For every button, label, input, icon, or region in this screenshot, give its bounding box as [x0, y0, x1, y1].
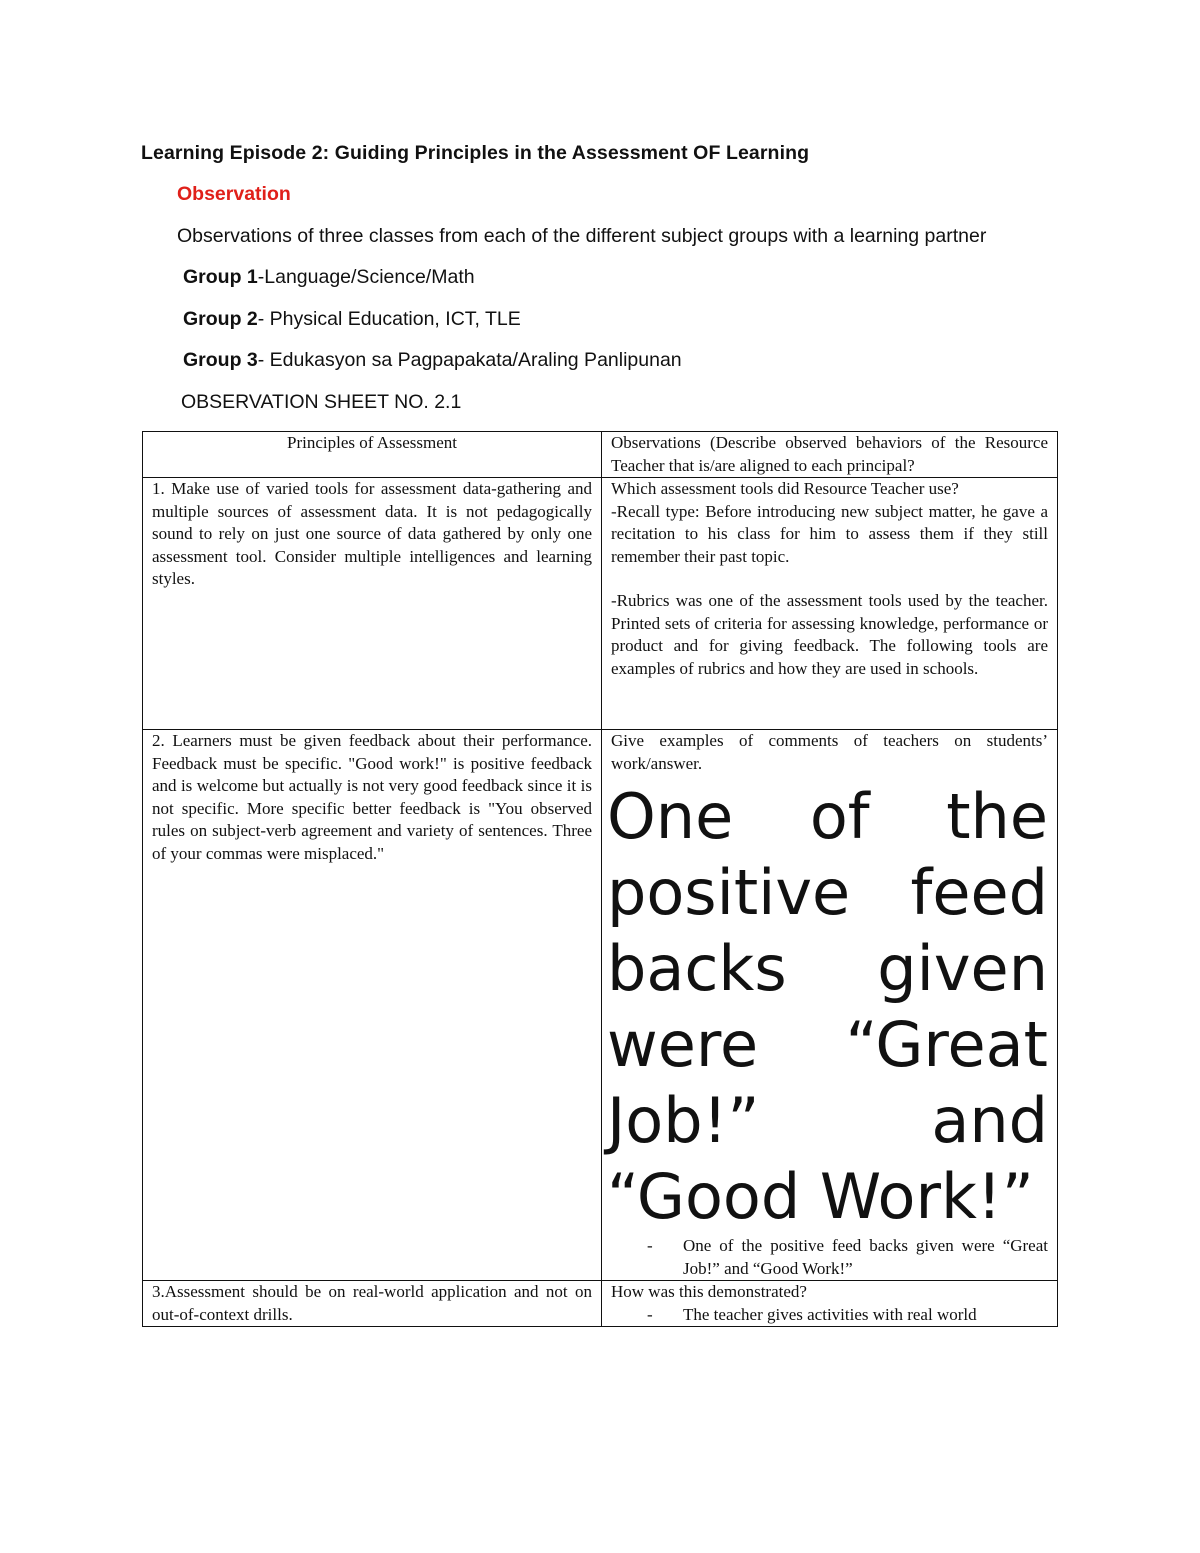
list-item: [611, 1304, 1048, 1327]
dash-bullet: -: [647, 1236, 653, 1255]
group-text: - Edukasyon sa Pagpapakata/Araling Panlipunan: [257, 349, 682, 371]
intro-text: Observations of three classes from each of the different subject groups with a learning partner: [177, 225, 987, 247]
dash-bullet: -: [647, 1304, 653, 1324]
principle-text: 3.Assessment should be on real-world application and not on out-of-context drills.: [152, 1282, 592, 1324]
observation-question: Give examples of comments of teachers on students’ work/answer.: [611, 731, 1048, 773]
observation-question: Which assessment tools did Resource Teacher use?: [611, 479, 959, 498]
observation-sheet-label: OBSERVATION SHEET NO. 2.1: [181, 391, 462, 413]
group-line: [183, 308, 521, 331]
group-line: [183, 349, 682, 372]
page-title: Learning Episode 2: Guiding Principles in the Assessment OF Learning: [141, 142, 810, 164]
principle-cell: [143, 730, 602, 1281]
section-heading: Observation: [177, 183, 291, 205]
bullet-text: The teacher gives activities with real world: [683, 1304, 977, 1324]
table-row: [143, 1281, 1058, 1327]
table-row: [143, 478, 1058, 730]
header-principles: Principles of Assessment: [143, 432, 602, 478]
observation-answer: -Rubrics was one of the assessment tools used by the teacher. Printed sets of criteria for assessing knowledge, performance or product and for giving feedback. The following tools are examples of rubrics and how they are used in schools.: [611, 591, 1048, 678]
bullet-text: One of the positive feed backs given were “Great Job!” and “Good Work!”: [683, 1236, 1048, 1278]
observation-cell: [602, 478, 1058, 730]
group-label: Group 1: [183, 266, 258, 288]
large-feedback-text: One of the positive feed backs given were “Great Job!” and “Good Work!”: [607, 780, 1048, 1233]
observation-cell: [602, 730, 1058, 1281]
principle-cell: [143, 1281, 602, 1327]
list-item: [611, 1235, 1048, 1280]
group-text: - Physical Education, ICT, TLE: [257, 308, 521, 330]
table-row: [143, 730, 1058, 1281]
group-line: [183, 266, 475, 289]
observation-question: How was this demonstrated?: [611, 1282, 807, 1301]
principle-text: 2. Learners must be given feedback about their performance. Feedback must be specific. "Good work!" is positive feedback and is welcome but actually is not very good feedback since it is not specific. More specific better feedback is "You observed rules on subject-verb agreement and variety of sentences. Three of your commas were misplaced.": [152, 731, 592, 863]
observation-answer: -Recall type: Before introducing new subject matter, he gave a recitation to his class for him to assess them if they still remember their past topic.: [611, 501, 1048, 566]
observation-table: [142, 431, 1058, 1327]
group-label: Group 2: [183, 308, 258, 330]
group-label: Group 3: [183, 349, 258, 371]
observation-cell: [602, 1281, 1058, 1327]
group-text: -Language/Science/Math: [257, 266, 475, 288]
principle-cell: [143, 478, 602, 730]
principle-text: 1. Make use of varied tools for assessment data-gathering and multiple sources of assessment data. It is not pedagogically sound to rely on just one source of data gathered by only one assessment tool. Consider multiple intelligences and learning styles.: [152, 479, 592, 588]
header-observations: Observations (Describe observed behaviors of the Resource Teacher that is/are aligned to each principal?: [602, 432, 1058, 478]
table-header-row: [143, 432, 1058, 478]
